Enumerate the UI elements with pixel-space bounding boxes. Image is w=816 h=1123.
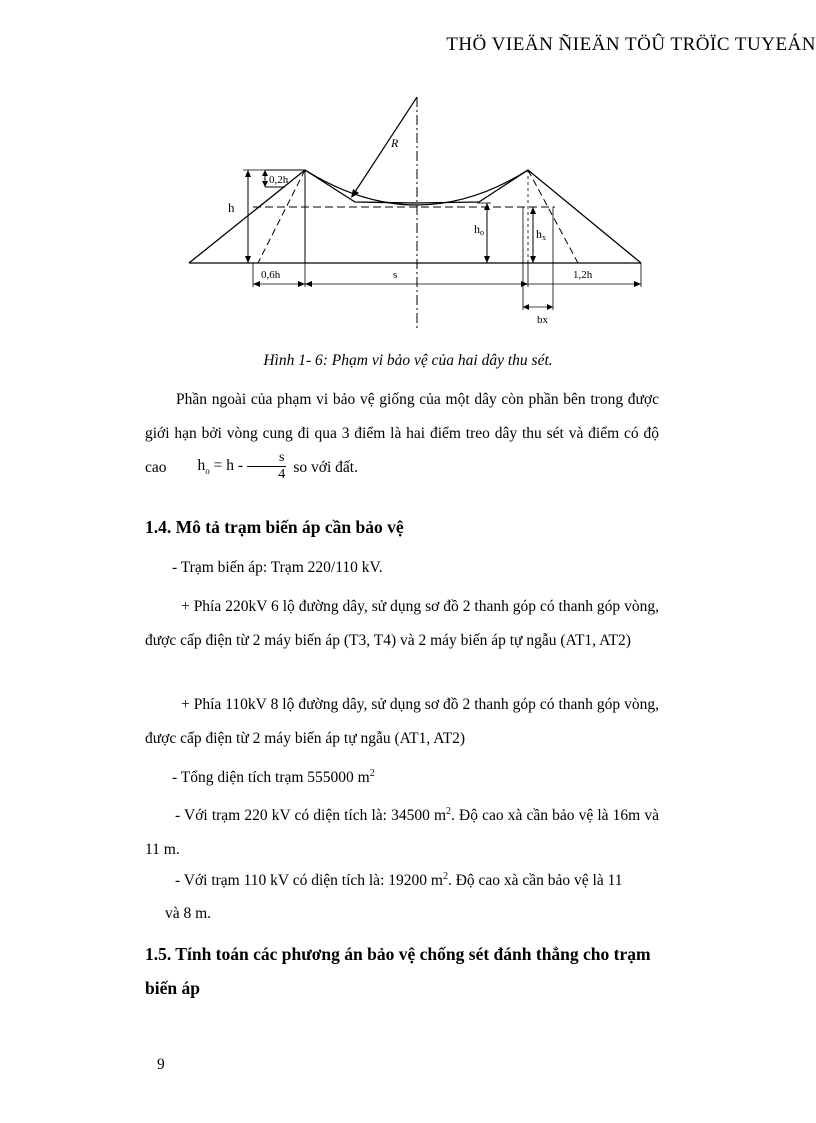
label-02h: 0,2h bbox=[269, 174, 289, 186]
figure-caption: Hình 1- 6: Phạm vi bảo vệ của hai dây thu sét. bbox=[263, 352, 553, 369]
formula-ho: $h_o = h$ - $\frac{s}{4}$ bbox=[197, 449, 286, 482]
list-item: - Với trạm 220 kV có diện tích là: 34500 $m^2$. Độ cao xà cần bảo vệ là 16m và 11 m. bbox=[145, 806, 659, 859]
label-12h: 1,2h bbox=[573, 269, 593, 281]
radius-line bbox=[353, 97, 417, 195]
label-ho: ho bbox=[474, 222, 484, 237]
page-header: THÖ VIEÄN ÑIEÄN TÖÛ TRÖÏC TUYEÁN bbox=[446, 34, 816, 55]
paragraph-1: Phần ngoài của phạm vi bảo vệ giống của một dây còn phần bên trong được giới hạn bởi vòng cung đi qua 3 điểm là hai điểm treo dây thu sét và điểm có độ cao $h_o = h$ - $\frac{s}{4}$ so với đất. bbox=[145, 383, 659, 486]
label-bx: bx bbox=[537, 314, 548, 326]
list-item: + Phía 220kV 6 lộ đường dây, sử dụng sơ đồ 2 thanh góp có thanh góp vòng, được cấp điện từ 2 máy biến áp (T3, T4) và 2 máy biến áp tự ngẫu (AT1, AT2) bbox=[145, 598, 659, 649]
label-R: R bbox=[391, 136, 399, 150]
list-item: + Phía 110kV 8 lộ đường dây, sử dụng sơ đồ 2 thanh góp có thanh góp vòng, được cấp điện từ 2 máy biến áp tự ngẫu (AT1, AT2) bbox=[145, 696, 659, 747]
label-hx: hx bbox=[536, 227, 546, 242]
list-item-continuation: và 8 m. bbox=[165, 905, 212, 922]
outer-boundary bbox=[189, 170, 641, 263]
list-item: - Trạm biến áp: Trạm 220/110 kV. bbox=[172, 559, 383, 576]
section-heading-1-5: 1.5. Tính toán các phương án bảo vệ chống sét đánh thẳng cho trạm biến áp bbox=[145, 944, 651, 998]
label-06h: 0,6h bbox=[261, 269, 281, 281]
label-s: s bbox=[393, 269, 398, 281]
page-number: 9 bbox=[157, 1056, 165, 1073]
section-heading-1-4: 1.4. Mô tả trạm biến áp cần bảo vệ bbox=[145, 517, 404, 537]
protection-zone-figure bbox=[185, 95, 645, 340]
label-h: h bbox=[228, 200, 235, 215]
list-item: - Với trạm 110 kV có diện tích là: 19200 $m^2$. Độ cao xà cần bảo vệ là 11 bbox=[175, 871, 623, 890]
list-item: - Tổng diện tích trạm 555000 $m^2$ bbox=[172, 768, 375, 787]
